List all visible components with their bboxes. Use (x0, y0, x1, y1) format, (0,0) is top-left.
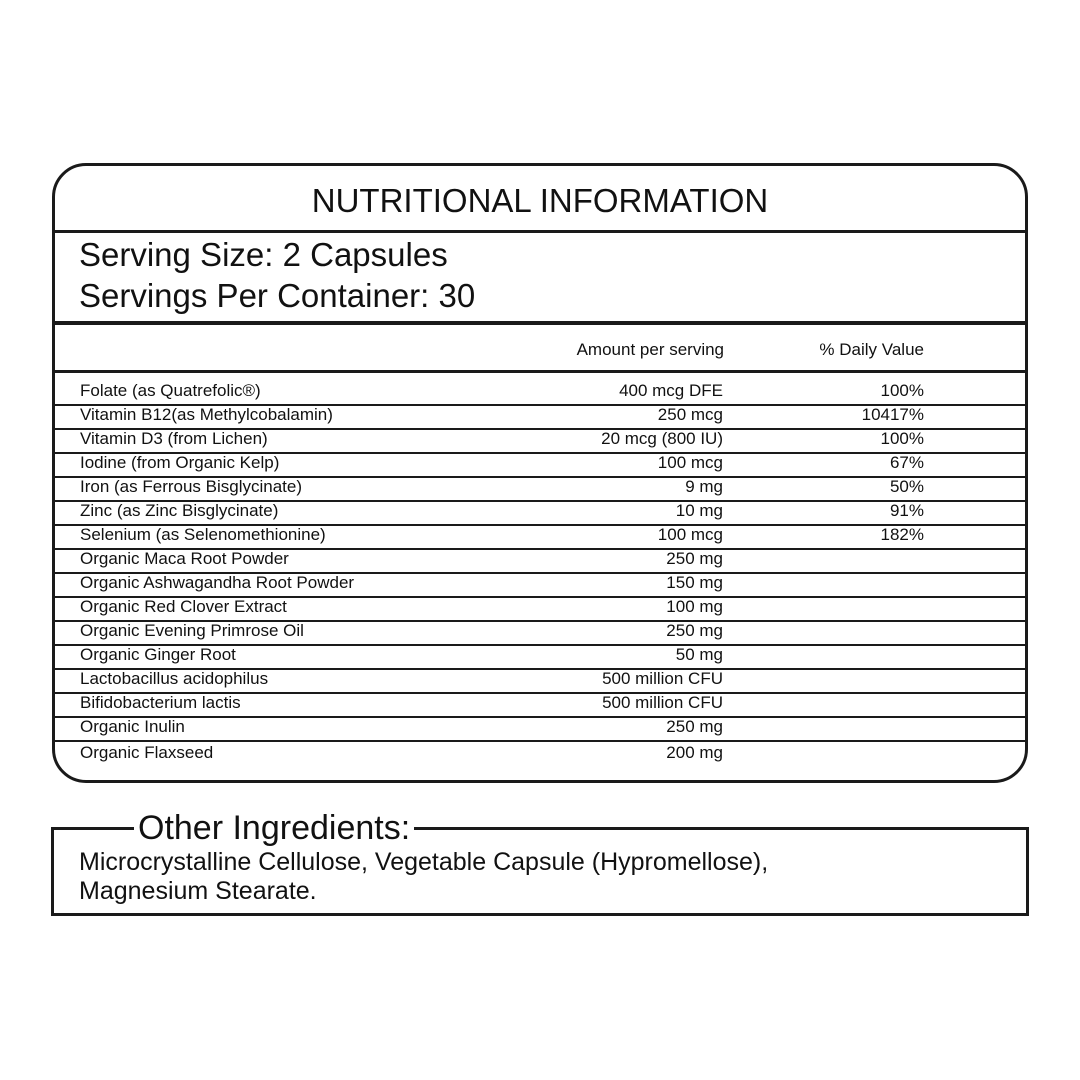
nutrient-name: Organic Flaxseed (80, 743, 214, 762)
table-row (55, 598, 1025, 622)
nutrient-name: Bifidobacterium lactis (80, 693, 241, 712)
table-row (55, 502, 1025, 526)
nutrient-amount: 100 mg (666, 597, 723, 616)
table-row (55, 430, 1025, 454)
serving-size: Serving Size: 2 Capsules (79, 236, 448, 273)
table-row (55, 478, 1025, 502)
other-ingredients-line: Magnesium Stearate. (79, 877, 317, 905)
nutrient-daily-value: 91% (889, 501, 924, 520)
divider (55, 321, 1025, 325)
nutrient-amount: 9 mg (685, 477, 723, 496)
nutrient-amount: 150 mg (666, 573, 723, 592)
nutrient-amount: 250 mg (666, 621, 723, 640)
table-row (55, 406, 1025, 430)
nutrient-name: Zinc (as Zinc Bisglycinate) (80, 501, 279, 520)
nutrient-amount: 400 mcg DFE (619, 381, 723, 400)
nutrient-daily-value: 10417% (861, 405, 924, 424)
nutrient-daily-value: 67% (889, 453, 924, 472)
nutrient-amount: 20 mcg (800 IU) (601, 429, 723, 448)
nutrient-daily-value: 50% (889, 477, 924, 496)
nutrient-name: Organic Ginger Root (80, 645, 236, 664)
nutrient-daily-value: 100% (880, 381, 924, 400)
nutrient-amount: 200 mg (666, 743, 723, 762)
nutrient-amount: 250 mg (666, 717, 723, 736)
nutrient-name: Organic Inulin (80, 717, 185, 736)
nutrient-amount: 250 mcg (657, 405, 723, 424)
nutrient-name: Selenium (as Selenomethionine) (80, 525, 326, 544)
nutrient-amount: 500 million CFU (602, 693, 723, 712)
table-row (55, 646, 1025, 670)
other-ingredients-text (79, 848, 879, 906)
nutrient-amount: 50 mg (675, 645, 723, 664)
table-row (55, 454, 1025, 478)
nutrient-amount: 250 mg (666, 549, 723, 568)
table-row (55, 742, 1025, 766)
table-row (55, 718, 1025, 742)
serving-info (79, 234, 475, 316)
divider (55, 230, 1025, 233)
nutrient-amount: 100 mcg (657, 453, 723, 472)
nutrient-amount: 100 mcg (657, 525, 723, 544)
nutrient-daily-value: 100% (880, 429, 924, 448)
panel-title: NUTRITIONAL INFORMATION (311, 182, 769, 219)
nutrient-name: Organic Evening Primrose Oil (80, 621, 304, 640)
table-row (55, 670, 1025, 694)
nutrition-panel (52, 163, 1028, 783)
nutrient-amount: 10 mg (675, 501, 723, 520)
table-row (55, 694, 1025, 718)
nutrient-name: Organic Maca Root Powder (80, 549, 289, 568)
other-ingredients-box (51, 809, 1029, 916)
column-header-amount: Amount per serving (576, 340, 724, 359)
nutrient-name: Organic Red Clover Extract (80, 597, 287, 616)
table-row (55, 622, 1025, 646)
nutrient-name: Iodine (from Organic Kelp) (80, 453, 280, 472)
other-ingredients-title: Other Ingredients: (134, 808, 414, 848)
column-header-daily-value: % Daily Value (819, 340, 924, 359)
nutrient-daily-value: 182% (880, 525, 924, 544)
nutrient-amount: 500 million CFU (602, 669, 723, 688)
nutrient-name: Lactobacillus acidophilus (80, 669, 269, 688)
servings-per-container: Servings Per Container: 30 (79, 277, 476, 314)
table-row (55, 526, 1025, 550)
nutrient-table (55, 372, 1025, 766)
other-ingredients-line: Microcrystalline Cellulose, Vegetable Capsule (Hypromellose), (79, 848, 769, 876)
table-row (55, 372, 1025, 406)
nutrient-name: Iron (as Ferrous Bisglycinate) (80, 477, 303, 496)
table-row (55, 574, 1025, 598)
nutrient-name: Vitamin D3 (from Lichen) (80, 429, 268, 448)
nutrient-name: Organic Ashwagandha Root Powder (80, 573, 355, 592)
nutrient-name: Vitamin B12(as Methylcobalamin) (80, 405, 333, 424)
table-row (55, 550, 1025, 574)
nutrient-name: Folate (as Quatrefolic®) (80, 381, 261, 400)
